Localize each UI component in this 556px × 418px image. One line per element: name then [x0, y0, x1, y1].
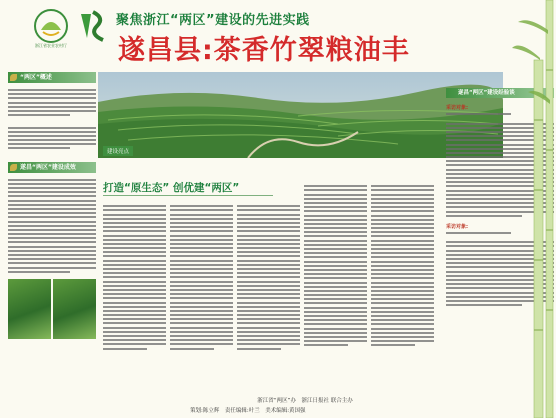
crop-photo-2 [53, 279, 96, 339]
sub-headline: 打造“原生态” 创优建“两区” [103, 182, 240, 194]
kicker-title: 聚焦浙江“两区”建设的先进实践 [116, 13, 310, 28]
divider [103, 195, 273, 196]
region-logo-icon [77, 8, 109, 44]
interviewee-label: 采访对象: [446, 223, 468, 230]
logo-caption: 浙江省农业农村厅 [35, 43, 67, 48]
interviewee-label: 采访对象: [446, 105, 468, 111]
overview-text [8, 89, 96, 149]
section-label-overview: “两区”概述 [8, 72, 96, 83]
section-label-results: 遂昌“两区”建设成效 [8, 162, 96, 173]
crop-photo-1 [8, 279, 51, 339]
agriculture-logo-icon [33, 8, 69, 44]
tea-terrace-photo [98, 72, 503, 158]
section-label-experience: 遂昌“两区”建设经验谈 [446, 88, 554, 98]
article-column-5 [371, 183, 434, 349]
page-title: 遂昌县:茶香竹翠粮油丰 [118, 35, 410, 66]
article-column-2 [170, 203, 233, 352]
article-column-4 [304, 183, 367, 349]
article-column-3 [237, 203, 300, 352]
section-tag: 建设亮点 [103, 146, 133, 156]
left-column [8, 72, 96, 339]
article-column-1 [103, 203, 166, 352]
results-text [8, 179, 96, 273]
footer-credits: 策划:陈立辉 责任编辑:叶兰 美术编辑:黄国强 [190, 408, 306, 414]
footer-sponsors: 浙江省“两区”办 浙江日报社 联合主办 [257, 398, 353, 404]
bamboo-decoration-icon [510, 0, 556, 418]
